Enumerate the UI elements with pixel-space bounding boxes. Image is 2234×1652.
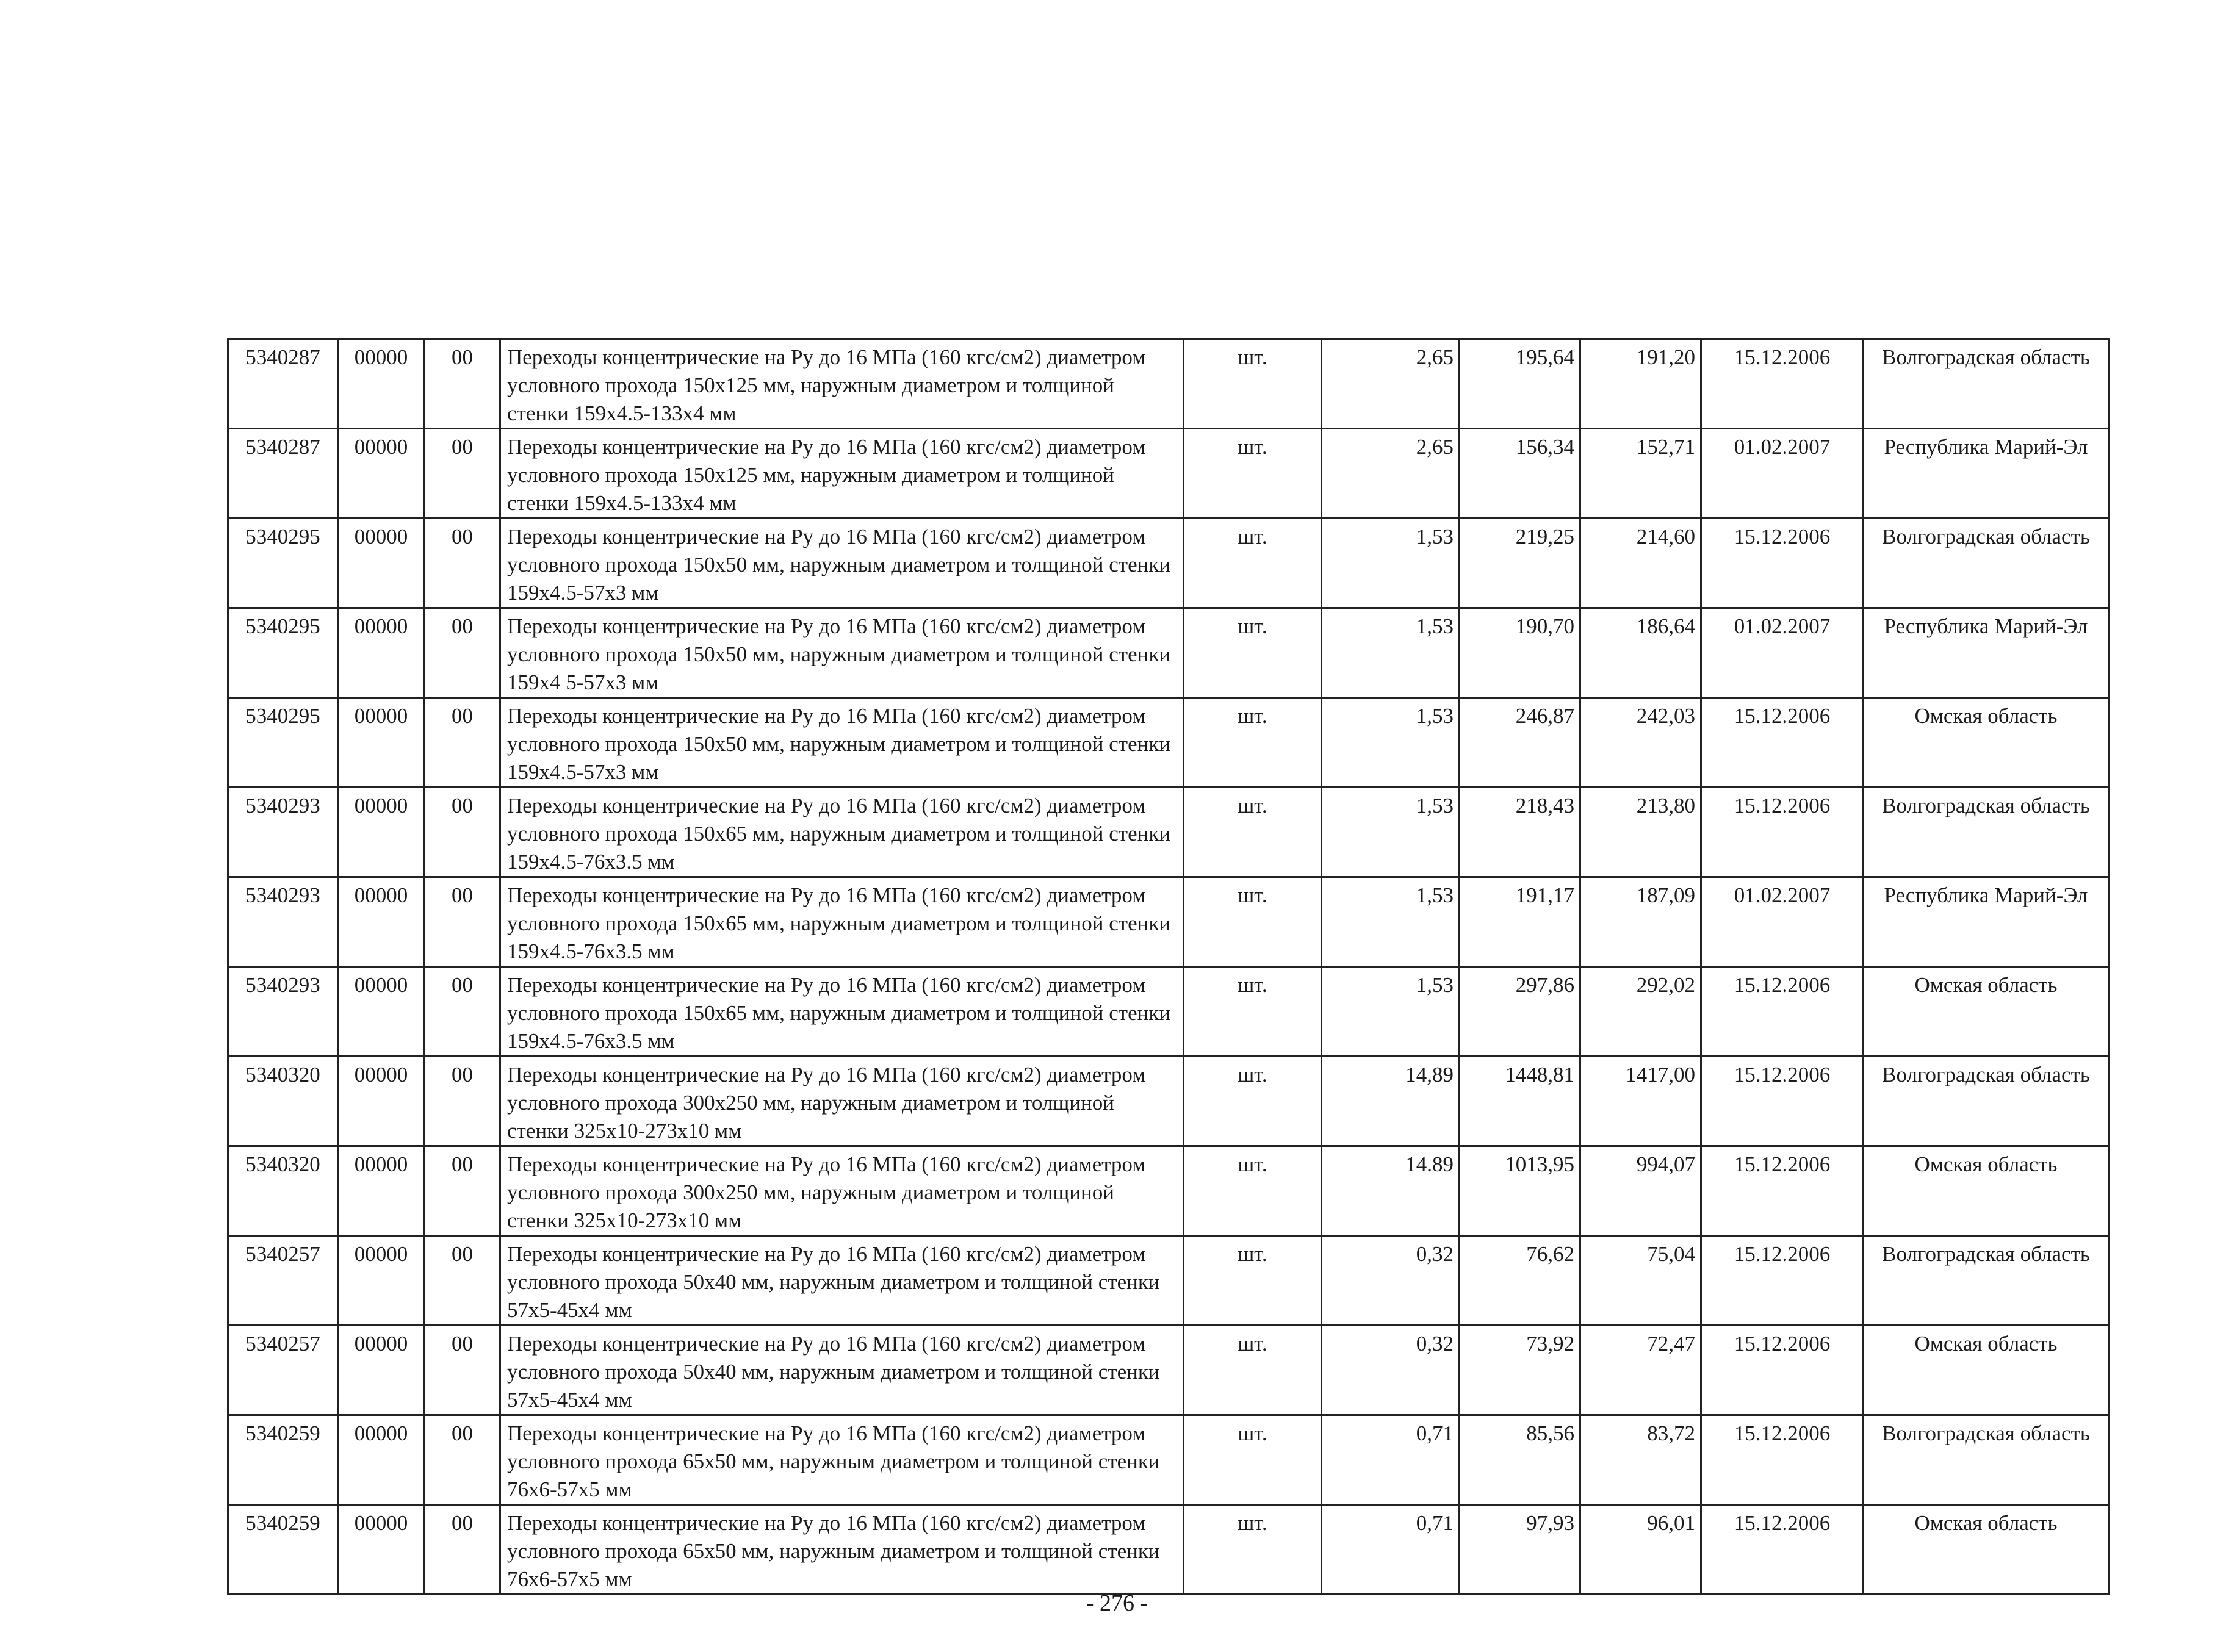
cell-description: Переходы концентрические на Ру до 16 МПа (160 кгс/см2) диаметром условного прохода 150х65 мм, наружным диаметром и толщиной стенки 159х4.5-76х3.5 мм xyxy=(500,788,1184,877)
cell-price: 83,72 xyxy=(1580,1415,1701,1505)
table-row xyxy=(228,877,2109,967)
cell-description: Переходы концентрические на Ру до 16 МПа (160 кгс/см2) диаметром условного прохода 65х50 мм, наружным диаметром и толщиной стенки 76х6-57х5 мм xyxy=(500,1415,1184,1505)
cell-weight: 14,89 xyxy=(1322,1057,1460,1146)
cell-price-with-vat: 1013,95 xyxy=(1460,1146,1580,1236)
cell-description: Переходы концентрические на Ру до 16 МПа (160 кгс/см2) диаметром условного прохода 150х125 мм, наружным диаметром и толщиной стенки 159х4.5-133х4 мм xyxy=(500,339,1184,429)
cell-date: 01.02.2007 xyxy=(1701,877,1864,967)
cell-price: 1417,00 xyxy=(1580,1057,1701,1146)
table-body xyxy=(228,339,2109,1595)
cell-date: 15.12.2006 xyxy=(1701,519,1864,608)
cell-weight: 2,65 xyxy=(1322,429,1460,519)
cell-price-with-vat: 190,70 xyxy=(1460,608,1580,698)
cell-unit: шт. xyxy=(1184,1146,1322,1236)
cell-region: Волгоградская область xyxy=(1864,1236,2109,1326)
cell-region: Омская область xyxy=(1864,1505,2109,1595)
cell-description: Переходы концентрические на Ру до 16 МПа (160 кгс/см2) диаметром условного прохода 150х50 мм, наружным диаметром и толщиной стенки 159х4.5-57х3 мм xyxy=(500,698,1184,788)
cell-kind: 00 xyxy=(425,698,500,788)
cell-description: Переходы концентрические на Ру до 16 МПа (160 кгс/см2) диаметром условного прохода 150х50 мм, наружным диаметром и толщиной стенки 159х4.5-57х3 мм xyxy=(500,519,1184,608)
cell-price-with-vat: 85,56 xyxy=(1460,1415,1580,1505)
cell-subcode: 00000 xyxy=(338,967,425,1057)
cell-description: Переходы концентрические на Ру до 16 МПа (160 кгс/см2) диаметром условного прохода 50х40 мм, наружным диаметром и толщиной стенки 57х5-45х4 мм xyxy=(500,1236,1184,1326)
cell-weight: 14.89 xyxy=(1322,1146,1460,1236)
cell-unit: шт. xyxy=(1184,339,1322,429)
cell-code: 5340320 xyxy=(228,1146,338,1236)
cell-weight: 0,71 xyxy=(1322,1505,1460,1595)
table-row xyxy=(228,1415,2109,1505)
cell-subcode: 00000 xyxy=(338,1057,425,1146)
cell-weight: 1,53 xyxy=(1322,788,1460,877)
cell-region: Волгоградская область xyxy=(1864,339,2109,429)
cell-subcode: 00000 xyxy=(338,1505,425,1595)
cell-subcode: 00000 xyxy=(338,519,425,608)
cell-price: 96,01 xyxy=(1580,1505,1701,1595)
page-number: - 276 - xyxy=(1086,1590,1148,1616)
cell-description: Переходы концентрические на Ру до 16 МПа (160 кгс/см2) диаметром условного прохода 150х65 мм, наружным диаметром и толщиной стенки 159х4.5-76х3.5 мм xyxy=(500,967,1184,1057)
cell-kind: 00 xyxy=(425,339,500,429)
cell-price: 191,20 xyxy=(1580,339,1701,429)
cell-subcode: 00000 xyxy=(338,1236,425,1326)
table-row xyxy=(228,788,2109,877)
cell-unit: шт. xyxy=(1184,1236,1322,1326)
cell-subcode: 00000 xyxy=(338,877,425,967)
cell-code: 5340293 xyxy=(228,788,338,877)
cell-code: 5340295 xyxy=(228,519,338,608)
cell-code: 5340257 xyxy=(228,1236,338,1326)
cell-price: 152,71 xyxy=(1580,429,1701,519)
cell-unit: шт. xyxy=(1184,429,1322,519)
cell-kind: 00 xyxy=(425,877,500,967)
cell-description: Переходы концентрические на Ру до 16 МПа (160 кгс/см2) диаметром условного прохода 300х250 мм, наружным диаметром и толщиной стенки 325х10-273х10 мм xyxy=(500,1057,1184,1146)
cell-price-with-vat: 1448,81 xyxy=(1460,1057,1580,1146)
cell-price-with-vat: 246,87 xyxy=(1460,698,1580,788)
cell-subcode: 00000 xyxy=(338,788,425,877)
cell-date: 15.12.2006 xyxy=(1701,967,1864,1057)
cell-weight: 0,71 xyxy=(1322,1415,1460,1505)
table-row xyxy=(228,339,2109,429)
cell-price: 213,80 xyxy=(1580,788,1701,877)
cell-kind: 00 xyxy=(425,1236,500,1326)
cell-subcode: 00000 xyxy=(338,1326,425,1415)
cell-kind: 00 xyxy=(425,1415,500,1505)
cell-date: 15.12.2006 xyxy=(1701,1057,1864,1146)
cell-date: 01.02.2007 xyxy=(1701,608,1864,698)
cell-region: Республика Марий-Эл xyxy=(1864,429,2109,519)
cell-price: 214,60 xyxy=(1580,519,1701,608)
cell-region: Волгоградская область xyxy=(1864,1057,2109,1146)
cell-region: Омская область xyxy=(1864,1326,2109,1415)
cell-price: 994,07 xyxy=(1580,1146,1701,1236)
cell-price: 72,47 xyxy=(1580,1326,1701,1415)
table-row xyxy=(228,1236,2109,1326)
cell-weight: 1,53 xyxy=(1322,698,1460,788)
cell-subcode: 00000 xyxy=(338,429,425,519)
cell-date: 15.12.2006 xyxy=(1701,1236,1864,1326)
cell-price-with-vat: 191,17 xyxy=(1460,877,1580,967)
cell-kind: 00 xyxy=(425,608,500,698)
cell-kind: 00 xyxy=(425,788,500,877)
cell-price-with-vat: 218,43 xyxy=(1460,788,1580,877)
cell-region: Омская область xyxy=(1864,967,2109,1057)
cell-description: Переходы концентрические на Ру до 16 МПа (160 кгс/см2) диаметром условного прохода 65х50 мм, наружным диаметром и толщиной стенки 76х6-57х5 мм xyxy=(500,1505,1184,1595)
cell-price-with-vat: 219,25 xyxy=(1460,519,1580,608)
cell-price-with-vat: 195,64 xyxy=(1460,339,1580,429)
cell-region: Республика Марий-Эл xyxy=(1864,877,2109,967)
cell-region: Волгоградская область xyxy=(1864,1415,2109,1505)
cell-description: Переходы концентрические на Ру до 16 МПа (160 кгс/см2) диаметром условного прохода 50х40 мм, наружным диаметром и толщиной стенки 57х5-45х4 мм xyxy=(500,1326,1184,1415)
cell-price-with-vat: 73,92 xyxy=(1460,1326,1580,1415)
cell-region: Республика Марий-Эл xyxy=(1864,608,2109,698)
cell-weight: 0,32 xyxy=(1322,1326,1460,1415)
cell-date: 15.12.2006 xyxy=(1701,698,1864,788)
cell-kind: 00 xyxy=(425,1057,500,1146)
cell-description: Переходы концентрические на Ру до 16 МПа (160 кгс/см2) диаметром условного прохода 150х125 мм, наружным диаметром и толщиной стенки 159х4.5-133х4 мм xyxy=(500,429,1184,519)
cell-unit: шт. xyxy=(1184,877,1322,967)
cell-code: 5340295 xyxy=(228,608,338,698)
table-row xyxy=(228,1505,2109,1595)
cell-kind: 00 xyxy=(425,967,500,1057)
cell-code: 5340259 xyxy=(228,1415,338,1505)
cell-date: 15.12.2006 xyxy=(1701,1415,1864,1505)
table-row xyxy=(228,1057,2109,1146)
cell-price-with-vat: 156,34 xyxy=(1460,429,1580,519)
cell-kind: 00 xyxy=(425,1146,500,1236)
cell-unit: шт. xyxy=(1184,1505,1322,1595)
cell-weight: 0,32 xyxy=(1322,1236,1460,1326)
cell-unit: шт. xyxy=(1184,698,1322,788)
cell-kind: 00 xyxy=(425,1505,500,1595)
cell-code: 5340293 xyxy=(228,877,338,967)
cell-unit: шт. xyxy=(1184,788,1322,877)
cell-code: 5340320 xyxy=(228,1057,338,1146)
table-row xyxy=(228,1146,2109,1236)
cell-code: 5340293 xyxy=(228,967,338,1057)
cell-description: Переходы концентрические на Ру до 16 МПа (160 кгс/см2) диаметром условного прохода 300х250 мм, наружным диаметром и толщиной стенки 325х10-273х10 мм xyxy=(500,1146,1184,1236)
cell-price-with-vat: 97,93 xyxy=(1460,1505,1580,1595)
cell-date: 15.12.2006 xyxy=(1701,1146,1864,1236)
cell-date: 15.12.2006 xyxy=(1701,1326,1864,1415)
cell-price: 186,64 xyxy=(1580,608,1701,698)
cell-code: 5340257 xyxy=(228,1326,338,1415)
cell-price-with-vat: 297,86 xyxy=(1460,967,1580,1057)
cell-price: 292,02 xyxy=(1580,967,1701,1057)
cell-price: 242,03 xyxy=(1580,698,1701,788)
cell-region: Волгоградская область xyxy=(1864,519,2109,608)
cell-price: 187,09 xyxy=(1580,877,1701,967)
table-row xyxy=(228,1326,2109,1415)
cell-weight: 2,65 xyxy=(1322,339,1460,429)
cell-region: Омская область xyxy=(1864,698,2109,788)
cell-code: 5340295 xyxy=(228,698,338,788)
cell-subcode: 00000 xyxy=(338,698,425,788)
cell-unit: шт. xyxy=(1184,519,1322,608)
cell-date: 01.02.2007 xyxy=(1701,429,1864,519)
cell-subcode: 00000 xyxy=(338,608,425,698)
table-row xyxy=(228,519,2109,608)
cell-subcode: 00000 xyxy=(338,1415,425,1505)
cell-kind: 00 xyxy=(425,429,500,519)
cell-date: 15.12.2006 xyxy=(1701,339,1864,429)
cell-date: 15.12.2006 xyxy=(1701,788,1864,877)
cell-unit: шт. xyxy=(1184,1057,1322,1146)
cell-date: 15.12.2006 xyxy=(1701,1505,1864,1595)
cell-price: 75,04 xyxy=(1580,1236,1701,1326)
cell-description: Переходы концентрические на Ру до 16 МПа (160 кгс/см2) диаметром условного прохода 150х50 мм, наружным диаметром и толщиной стенки 159х4 5-57х3 мм xyxy=(500,608,1184,698)
cell-unit: шт. xyxy=(1184,967,1322,1057)
cell-unit: шт. xyxy=(1184,608,1322,698)
cell-kind: 00 xyxy=(425,519,500,608)
cell-subcode: 00000 xyxy=(338,339,425,429)
price-table xyxy=(227,338,2110,1595)
table-row xyxy=(228,967,2109,1057)
cell-price-with-vat: 76,62 xyxy=(1460,1236,1580,1326)
cell-code: 5340287 xyxy=(228,339,338,429)
cell-weight: 1,53 xyxy=(1322,877,1460,967)
cell-code: 5340259 xyxy=(228,1505,338,1595)
cell-region: Волгоградская область xyxy=(1864,788,2109,877)
cell-description: Переходы концентрические на Ру до 16 МПа (160 кгс/см2) диаметром условного прохода 150х65 мм, наружным диаметром и толщиной стенки 159х4.5-76х3.5 мм xyxy=(500,877,1184,967)
cell-weight: 1,53 xyxy=(1322,519,1460,608)
cell-unit: шт. xyxy=(1184,1415,1322,1505)
cell-weight: 1,53 xyxy=(1322,967,1460,1057)
cell-region: Омская область xyxy=(1864,1146,2109,1236)
cell-weight: 1,53 xyxy=(1322,608,1460,698)
cell-unit: шт. xyxy=(1184,1326,1322,1415)
table-row xyxy=(228,429,2109,519)
cell-code: 5340287 xyxy=(228,429,338,519)
cell-subcode: 00000 xyxy=(338,1146,425,1236)
table-row xyxy=(228,608,2109,698)
table-row xyxy=(228,698,2109,788)
cell-kind: 00 xyxy=(425,1326,500,1415)
